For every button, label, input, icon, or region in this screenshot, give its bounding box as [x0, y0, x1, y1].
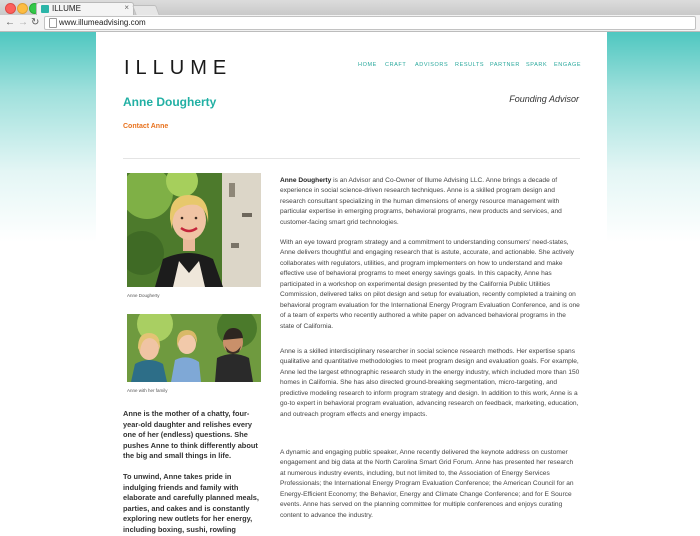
- nav-item-results[interactable]: RESULTS: [455, 62, 485, 68]
- site-logo[interactable]: ILLUME: [124, 57, 233, 79]
- bio-paragraph-3: Anne is a skilled interdisciplinary researcher in social science research methods. Her expertise spans qualitative and quantitative methodologies to meet program design and evaluation goals. For example, Anne led the largest ethnographic research study in the energy industry, which included more than 150 homes in California. She has also directed ground-breaking segmentation, micro-targeting, and predictive modeling research to inform program strategy and design. In addition to this work, Anne is a go-to expert in behavioral program evaluation, advancing research on feedback, marketing, education, and outreach program effects and energy impacts.: [280, 348, 580, 418]
- nav-item-advisors[interactable]: ADVISORS: [415, 62, 449, 68]
- address-bar[interactable]: [44, 16, 696, 30]
- close-window-button[interactable]: [5, 3, 16, 14]
- favicon-icon: [41, 5, 49, 13]
- bio-paragraph-2: With an eye toward program strategy and a commitment to understanding consumers' need-states, Anne delivers thoughtful and engaging research that is astute, accurate, and actionable. She actively collaborates with regulators, utilities, and program implementers on how to understand and make effective use of behavioral programs to meet energy savings goals. In this capacity, Anne has participated in a workshop on experimental design presented by the California Public Utilities Commission, delivered talks on pilot design and setup for evaluation, recently completed a training on behavioral program evaluation for the International Energy Program Evaluation Conference, and is one of a team of experts who recently authored a white paper on advanced behavioral programs in the state of California.: [280, 239, 580, 330]
- content-sheet: [96, 32, 607, 534]
- back-arrow-icon[interactable]: ←: [5, 17, 15, 28]
- portrait-photo: [127, 173, 261, 287]
- portrait-caption: Anne Dougherty: [127, 293, 160, 298]
- nav-item-craft[interactable]: CRAFT: [385, 62, 407, 68]
- family-photo: [127, 314, 261, 382]
- minimize-window-button[interactable]: [17, 3, 28, 14]
- contact-link[interactable]: Contact Anne: [123, 123, 169, 130]
- personal-paragraph-2: To unwind, Anne takes pride in indulging friends and family with elaborate and carefully planned meals, parties, and cakes and is constantly exploring new outlets for her energy, including boxing, sushi, rowling: [123, 472, 259, 534]
- divider: [123, 158, 580, 159]
- tab-title: ILLUME: [52, 4, 81, 13]
- forward-arrow-icon[interactable]: →: [18, 17, 28, 28]
- browser-toolbar: [0, 15, 700, 32]
- url-text[interactable]: www.illumeadvising.com: [59, 18, 146, 27]
- nav-item-spark[interactable]: SPARK: [526, 62, 548, 68]
- tab-close-icon[interactable]: ×: [124, 3, 129, 12]
- family-caption: Anne with her family: [127, 388, 168, 393]
- personal-paragraph-1: Anne is the mother of a chatty, four-year-old daughter and relishes every one of her (endless) questions. She pushes Anne to think differently about the big and small things in life.: [123, 409, 258, 461]
- main-nav: [358, 62, 584, 72]
- browser-tab-bar: [0, 0, 700, 15]
- reload-icon[interactable]: ↻: [31, 17, 40, 28]
- browser-tab[interactable]: [36, 2, 134, 16]
- nav-item-engage[interactable]: ENGAGE: [554, 62, 582, 68]
- advisor-title: Founding Advisor: [509, 94, 579, 104]
- bio-paragraph-1: [280, 176, 580, 228]
- advisor-name: Anne Dougherty: [123, 95, 217, 109]
- bio-paragraph-4: A dynamic and engaging public speaker, Anne recently delivered the keynote address on customer engagement and big data at the North Carolina Smart Grid Forum. Anne has presented her research at numerous industry events, including, but not limited to, the Association of Energy Services Professionals; the International Energy Program Evaluation Conference; the American Council for an Energy-Efficient Economy; the Behavior, Energy and Climate Change Conference; and for E Source events. Anne has served on the planning committee for multiple conferences and enjoys curating content to advance the industry.: [280, 449, 574, 519]
- bio-paragraph-1-text: is an Advisor and Co-Owner of Illume Advising LLC. Anne brings a decade of experience in social science-driven research techniques. Anne is a skilled program design and research consultant specializing in the human dimensions of energy resource management with particular expertise in emerging programs, behavioral programs, new products and services, and customer-facing smart grid technologies.: [280, 177, 562, 226]
- nav-item-partner[interactable]: PARTNER: [490, 62, 520, 68]
- page-icon: [49, 18, 57, 28]
- bio-lead-name: Anne Dougherty: [280, 177, 332, 184]
- nav-item-home[interactable]: HOME: [358, 62, 377, 68]
